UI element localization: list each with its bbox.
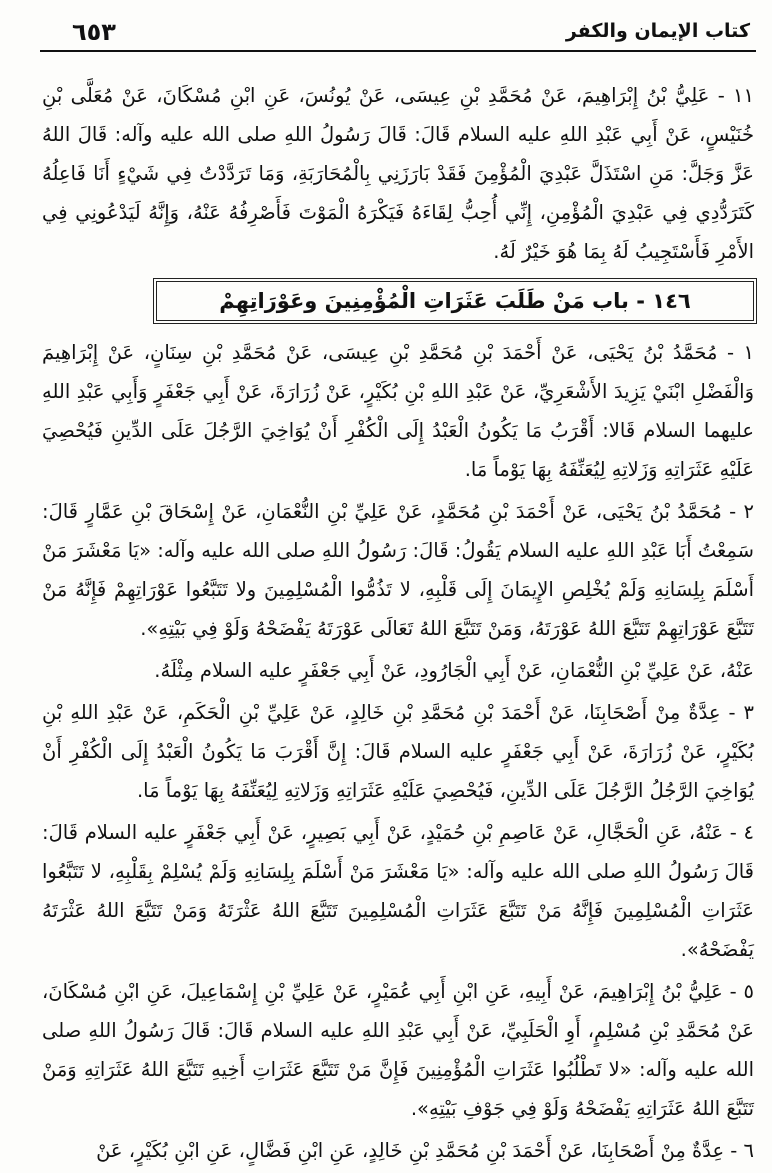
hadith-paragraph: ٣ - عِدَّةٌ مِنْ أَصْحَابِنَا، عَنْ أَحْمَدَ بْنِ مُحَمَّدِ بْنِ خَالِدٍ، عَنْ عَلِيِّ بْنِ الْحَكَمِ، عَنْ عَبْدِ اللهِ بْنِ بُكَيْرٍ، عَنْ زُرَارَةَ، عَنْ أَبِي جَعْفَرٍ عليه السلام قَالَ: إِنَّ أَقْرَبَ مَا يَكُونُ الْعَبْدُ إِلَى الْكُفْرِ أَنْ يُوَاخِيَ الرَّجُلُ الرَّجُلَ عَلَى الدِّينِ، فَيُحْصِيَ عَلَيْهِ عَثَرَاتِهِ وَزَلاتِهِ لِيُعَنِّفَهُ بِهَا يَوْماً مَا. — [42, 701, 754, 802]
hadith-paragraph: ٥ - عَلِيُّ بْنُ إِبْرَاهِيمَ، عَنْ أَبِيهِ، عَنِ ابْنِ أَبِي عُمَيْرٍ، عَنْ عَلِيِّ بْنِ إِسْمَاعِيلَ، عَنِ ابْنِ مُسْكَانَ، عَنْ مُحَمَّدِ بْنِ مُسْلِمٍ، أَوِ الْحَلَبِيِّ، عَنْ أَبِي عَبْدِ اللهِ عليه السلام قَالَ: قَالَ رَسُولُ اللهِ صلى الله عليه وآله: «لا تَطْلُبُوا عَثَرَاتِ الْمُؤْمِنِينَ فَإِنَّ مَنْ تَتَبَّعَ عَثَرَاتِ أَخِيهِ تَتَبَّعَ اللهُ عَثَرَاتِهِ وَمَنْ تَتَبَّعَ اللهُ عَثَرَاتِهِ يَفْضَحْهُ وَلَوْ فِي جَوْفِ بَيْتِهِ». — [42, 980, 754, 1120]
hadith-paragraph: عَنْهُ، عَنْ عَلِيِّ بْنِ النُّعْمَانِ، عَنْ أَبِي الْجَارُودِ، عَنْ أَبِي جَعْفَرٍ عليه السلام مِثْلَهُ. — [154, 659, 754, 682]
hadith-paragraph: ٢ - مُحَمَّدُ بْنُ يَحْيَى، عَنْ أَحْمَدَ بْنِ مُحَمَّدٍ، عَنْ عَلِيِّ بْنِ النُّعْمَانِ، عَنْ إِسْحَاقَ بْنِ عَمَّارٍ قَالَ: سَمِعْتُ أَبَا عَبْدِ اللهِ عليه السلام يَقُولُ: قَالَ: رَسُولُ اللهِ صلى الله عليه وآله: «يَا مَعْشَرَ مَنْ أَسْلَمَ بِلِسَانِهِ وَلَمْ يُخْلِصِ الإِيمَانَ إِلَى قَلْبِهِ، لا تَذُمُّوا الْمُسْلِمِينَ ولا تَتَبَّعُوا عَوْرَاتِهِمْ فَإِنَّهُ مَنْ تَتَبَّعَ عَوْرَاتِهِمْ تَتَبَّعَ اللهُ عَوْرَتَهُ، وَمَنْ تَتَبَّعَ اللهُ تَعَالَى عَوْرَتَهُ يَفْضَحْهُ وَلَوْ فِي بَيْتِهِ». — [42, 500, 754, 640]
chapter-heading-wrap — [42, 281, 754, 321]
page-body — [42, 76, 754, 1173]
hadith-paragraph: ١١ - عَلِيُّ بْنُ إِبْرَاهِيمَ، عَنْ مُحَمَّدِ بْنِ عِيسَى، عَنْ يُونُسَ، عَنِ ابْنِ مُسْكَانَ، عَنْ مُعَلَّى بْنِ خُنَيْسٍ، عَنْ أَبِي عَبْدِ اللهِ عليه السلام قَالَ: قَالَ رَسُولُ اللهِ صلى الله عليه وآله: قَالَ اللهُ عَزَّ وَجَلَّ: مَنِ اسْتَذَلَّ عَبْدِيَ الْمُؤْمِنَ فَقَدْ بَارَزَنِي بِالْمُحَارَبَةِ، وَمَا تَرَدَّدْتُ فِي شَيْءٍ أَنَا فَاعِلُهُ كَتَرَدُّدِي فِي عَبْدِيَ الْمُؤْمِنِ، إِنِّي أُحِبُّ لِقَاءَهُ فَيَكْرَهُ الْمَوْتَ فَأَصْرِفُهُ عَنْهُ، وَإِنَّهُ لَيَدْعُونِي فِي الأَمْرِ فَأَسْتَجِيبُ لَهُ بِمَا هُوَ خَيْرٌ لَهُ. — [42, 84, 754, 263]
chapter-heading: ١٤٦ - باب مَنْ طَلَبَ عَثَرَاتِ الْمُؤْمِنِينَ وعَوْرَاتِهِمْ — [156, 281, 754, 321]
page-header — [40, 6, 756, 52]
hadith-paragraph: ١ - مُحَمَّدُ بْنُ يَحْيَى، عَنْ أَحْمَدَ بْنِ مُحَمَّدِ بْنِ عِيسَى، عَنْ مُحَمَّدِ بْنِ سِنَانٍ، عَنْ إِبْرَاهِيمَ وَالْفَضْلِ ابْنَيْ يَزِيدَ الأَشْعَرِيِّ، عَنْ عَبْدِ اللهِ بْنِ بُكَيْرٍ، عَنْ زُرَارَةَ، عَنْ أَبِي جَعْفَرٍ وَأَبِي عَبْدِ اللهِ عليهما السلام قَالا: أَقْرَبُ مَا يَكُونُ الْعَبْدُ إِلَى الْكُفْرِ أَنْ يُوَاخِيَ الرَّجُلَ عَلَى الدِّينِ فَيُحْصِيَ عَلَيْهِ عَثَرَاتِهِ وَزَلاتِهِ لِيُعَنِّفَهُ بِهَا يَوْماً مَا. — [42, 341, 754, 481]
page-number: ٦٥٣ — [72, 18, 116, 46]
hadith-paragraph: ٦ - عِدَّةٌ مِنْ أَصْحَابِنَا، عَنْ أَحْمَدَ بْنِ مُحَمَّدِ بْنِ خَالِدٍ، عَنِ ابْنِ فَضَّالٍ، عَنِ ابْنِ بُكَيْرٍ، عَنْ — [96, 1139, 754, 1162]
book-title: كتاب الإيمان والكفر — [565, 20, 750, 42]
hadith-paragraph: ٤ - عَنْهُ، عَنِ الْحَجَّالِ، عَنْ عَاصِمِ بْنِ حُمَيْدٍ، عَنْ أَبِي بَصِيرٍ، عَنْ أَبِي جَعْفَرٍ عليه السلام قَالَ: قَالَ رَسُولُ اللهِ صلى الله عليه وآله: «يَا مَعْشَرَ مَنْ أَسْلَمَ بِلِسَانِهِ وَلَمْ يُسْلِمْ بِقَلْبِهِ، لا تَتَبَّعُوا عَثَرَاتِ الْمُسْلِمِينَ فَإِنَّهُ مَنْ تَتَبَّعَ عَثَرَاتِ الْمُسْلِمِينَ تَتَبَّعَ اللهُ عَثْرَتَهُ وَمَنْ تَتَبَّعَ اللهُ عَثْرَتَهُ يَفْضَحْهُ». — [42, 821, 754, 961]
